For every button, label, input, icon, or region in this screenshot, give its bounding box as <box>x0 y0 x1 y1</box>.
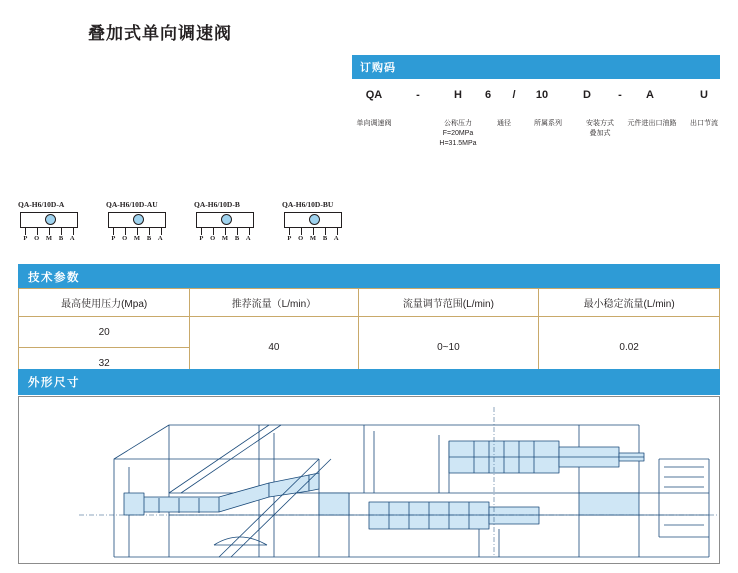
port-label: B <box>146 235 152 242</box>
port-tick <box>113 228 114 235</box>
model-variant-symbol <box>282 212 346 242</box>
port-labels <box>284 235 342 242</box>
ordering-code-segment: 10 <box>535 89 549 101</box>
port-label: O <box>122 235 128 242</box>
port-tick <box>249 228 250 235</box>
port-label: M <box>309 235 317 242</box>
port-tick <box>213 228 214 235</box>
ordering-legend-item: 公称压力 F=20MPa H=31.5MPa <box>439 120 477 148</box>
port-tick <box>149 228 150 235</box>
port-tick <box>289 228 290 235</box>
model-variant <box>282 200 346 242</box>
cell-range: 0~10 <box>358 317 539 379</box>
table-col-pressure: 最高使用压力(Mpa) <box>19 289 190 317</box>
port-label: B <box>234 235 240 242</box>
model-variants-row <box>18 200 378 250</box>
ordering-legend-item: 安装方式 叠加式 <box>586 120 614 138</box>
port-tick <box>37 228 38 235</box>
port-labels <box>20 235 78 242</box>
port-label: A <box>245 235 251 242</box>
section-header-dimensions: 外形尺寸 <box>18 369 720 395</box>
model-variant-label: QA-H6/10D-B <box>194 200 240 209</box>
port-label: O <box>298 235 304 242</box>
ordering-code-block <box>352 55 728 175</box>
port-tick <box>225 228 226 235</box>
cell-pressure-1: 20 <box>19 317 190 348</box>
ordering-legend-item: 单向调速阀 <box>356 120 392 127</box>
port-label: A <box>333 235 339 242</box>
model-variant-label: QA-H6/10D-A <box>18 200 65 209</box>
valve-outline-svg <box>19 397 719 563</box>
table-col-range: 流量调节范围(L/min) <box>358 289 539 317</box>
model-variant <box>106 200 170 242</box>
ordering-legend-item: 通径 <box>497 120 511 127</box>
ordering-code-segment: QA <box>365 89 383 101</box>
port-label: A <box>157 235 163 242</box>
port-label: A <box>69 235 75 242</box>
page-title: 叠加式单向调速阀 <box>88 24 232 43</box>
port-label: O <box>210 235 216 242</box>
table-row <box>19 317 720 348</box>
port-tick <box>73 228 74 235</box>
port-label: P <box>23 235 28 242</box>
port-tick <box>301 228 302 235</box>
table-col-flow: 推荐流量（L/min） <box>190 289 358 317</box>
port-tick <box>125 228 126 235</box>
port-label: M <box>45 235 53 242</box>
port-label: P <box>287 235 292 242</box>
ordering-legend-item: 元件进出口油路 <box>627 120 677 127</box>
port-tick <box>201 228 202 235</box>
section-header-tech: 技术参数 <box>18 264 720 290</box>
model-variant-symbol <box>18 212 82 242</box>
port-label: P <box>111 235 116 242</box>
model-variant-label: QA-H6/10D-BU <box>282 200 334 209</box>
ordering-code-segment: / <box>512 89 516 101</box>
port-label: O <box>34 235 40 242</box>
port-tick <box>49 228 50 235</box>
table-col-min: 最小稳定流量(L/min) <box>539 289 720 317</box>
port-tick <box>313 228 314 235</box>
ordering-code-row <box>352 89 728 115</box>
port-tick <box>237 228 238 235</box>
port-label: M <box>221 235 229 242</box>
model-variant <box>194 200 258 242</box>
model-variant-symbol <box>194 212 258 242</box>
ordering-code-legend <box>352 119 728 175</box>
port-tick <box>61 228 62 235</box>
ordering-legend-item: 出口节流 <box>690 120 718 127</box>
tech-params-table <box>18 288 720 379</box>
port-tick <box>25 228 26 235</box>
adjust-knob-icon <box>309 214 320 225</box>
port-tick <box>325 228 326 235</box>
ordering-code-segment: 6 <box>484 89 492 101</box>
ordering-code-segment: - <box>618 89 622 101</box>
adjust-knob-icon <box>221 214 232 225</box>
adjust-knob-icon <box>45 214 56 225</box>
outline-dimension-drawing <box>18 396 720 564</box>
ordering-code-segment: - <box>416 89 420 101</box>
ordering-code-header: 订购码 <box>352 55 720 79</box>
port-labels <box>196 235 254 242</box>
cell-min: 0.02 <box>539 317 720 379</box>
model-variant-label: QA-H6/10D-AU <box>106 200 158 209</box>
ordering-code-segment: D <box>583 89 591 101</box>
adjust-knob-icon <box>133 214 144 225</box>
port-tick <box>337 228 338 235</box>
ordering-legend-item: 所属系列 <box>534 120 562 127</box>
model-variant <box>18 200 82 242</box>
port-label: M <box>133 235 141 242</box>
port-labels <box>108 235 166 242</box>
port-label: B <box>58 235 64 242</box>
cell-pressure-2: 32 <box>19 348 190 379</box>
port-label: B <box>322 235 328 242</box>
port-label: P <box>199 235 204 242</box>
ordering-code-segment: A <box>646 89 654 101</box>
port-tick <box>161 228 162 235</box>
ordering-code-segment: U <box>700 89 708 101</box>
ordering-code-segment: H <box>454 89 462 101</box>
cell-flow: 40 <box>190 317 358 379</box>
port-tick <box>137 228 138 235</box>
model-variant-symbol <box>106 212 170 242</box>
table-header-row <box>19 289 720 317</box>
